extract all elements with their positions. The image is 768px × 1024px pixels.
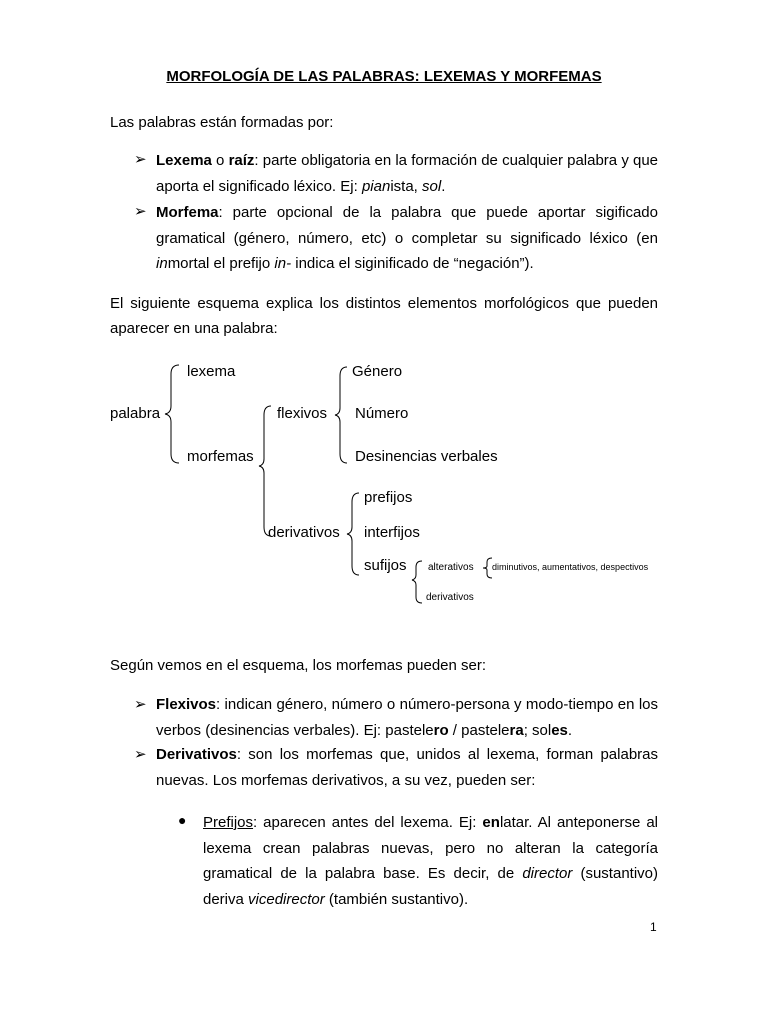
term-lexema: Lexema — [156, 152, 212, 169]
arrow-bullet-icon: ➢ — [134, 696, 147, 713]
term-morfema: Morfema — [156, 204, 219, 221]
term-prefijos: Prefijos — [203, 814, 254, 831]
item-text: (también sustantivo). — [324, 890, 469, 908]
label-palabra: palabra — [110, 405, 161, 422]
label-sufijos-derivativos: derivativos — [426, 592, 474, 603]
item-text: (sustantivo) deriva — [203, 865, 658, 908]
morpheme-bold: ro — [433, 721, 449, 739]
list-item-derivativos — [156, 742, 658, 793]
item-text: : parte obligatoria en la formación de cualquier palabra y que aporta el significado léxico. Ej: — [156, 152, 659, 195]
label-alterativos-tipos: diminutivos, aumentativos, despectivos — [492, 562, 649, 572]
item-text: . — [567, 721, 573, 739]
item-text: : son los morfemas que, unidos al lexema, forman palabras nuevas. Los morfemas derivativos, a su vez, pueden ser: — [156, 746, 658, 789]
brace-derivativos — [345, 492, 361, 576]
item-text: : indican género, número o número-persona y modo-tiempo en los verbos (desinencias verbales). Ej: pastele — [156, 696, 658, 739]
term-derivativos: Derivativos — [156, 746, 237, 763]
arrow-bullet-icon: ➢ — [134, 746, 147, 763]
item-text: / pastele — [448, 721, 510, 739]
item-text: latar. Al anteponerse al lexema crean palabras nuevas, pero no alteran la categoría gramatical de la palabra base. Es decir, de — [203, 814, 659, 882]
item-text: : parte opcional de la palabra que puede aportar sigificado gramatical (género, número, etc) o completar su significado léxico (en — [156, 204, 658, 247]
item-text: o — [211, 152, 229, 169]
label-alterativos: alterativos — [428, 562, 474, 573]
morpheme-bold: es — [551, 721, 568, 739]
brace-morfemas — [257, 405, 273, 537]
item-text: : aparecen antes del lexema. Ej: — [253, 814, 483, 831]
brace-palabra — [163, 364, 181, 464]
list-item-lexema — [156, 148, 658, 199]
page-number: 1 — [650, 920, 657, 934]
segun-text: Según vemos en el esquema, los morfemas pueden ser: — [110, 657, 487, 674]
brace-flexivos — [333, 366, 349, 464]
list-item-prefijos — [203, 810, 658, 912]
arrow-bullet-icon: ➢ — [134, 203, 147, 220]
list-item-flexivos — [156, 692, 658, 743]
item-text: . — [441, 177, 446, 195]
label-morfemas: morfemas — [187, 448, 254, 465]
item-text: ista, — [390, 177, 422, 195]
example-italic: vicedirector — [248, 890, 325, 908]
term-raiz: raíz — [228, 152, 255, 169]
item-text: mortal el prefijo — [167, 255, 275, 272]
example-italic: director — [522, 865, 573, 882]
label-sufijos: sufijos — [364, 557, 407, 574]
label-derivativos: derivativos — [268, 524, 340, 541]
arrow-bullet-icon: ➢ — [134, 151, 147, 168]
label-interfijos: interfijos — [364, 524, 420, 541]
label-numero: Número — [355, 405, 409, 422]
term-flexivos: Flexivos — [156, 696, 217, 713]
example-italic: in — [156, 255, 168, 272]
label-lexema: lexema — [187, 363, 236, 380]
dot-bullet-icon: ● — [178, 812, 187, 828]
example-italic: pian — [361, 177, 391, 195]
page-title: MORFOLOGÍA DE LAS PALABRAS: LEXEMAS Y MORFEMAS — [166, 68, 602, 85]
morpheme-bold: ra — [509, 721, 524, 739]
example-italic: in- — [274, 255, 292, 272]
intro-text: Las palabras están formadas por: — [110, 114, 334, 131]
example-italic: sol — [422, 177, 442, 195]
label-desinencias: Desinencias verbales — [355, 448, 498, 465]
label-flexivos: flexivos — [277, 405, 328, 422]
esquema-intro: El siguiente esquema explica los distintos elementos morfológicos que pueden aparecer en una palabra: — [110, 295, 658, 337]
list-item-morfema — [156, 200, 658, 277]
item-text: ; sol — [523, 721, 552, 739]
brace-sufijos — [410, 560, 424, 604]
label-genero: Género — [352, 363, 403, 380]
morpheme-bold: en — [482, 814, 500, 831]
label-prefijos: prefijos — [364, 489, 413, 506]
item-text: indica el siginificado de “negación”). — [291, 255, 534, 272]
